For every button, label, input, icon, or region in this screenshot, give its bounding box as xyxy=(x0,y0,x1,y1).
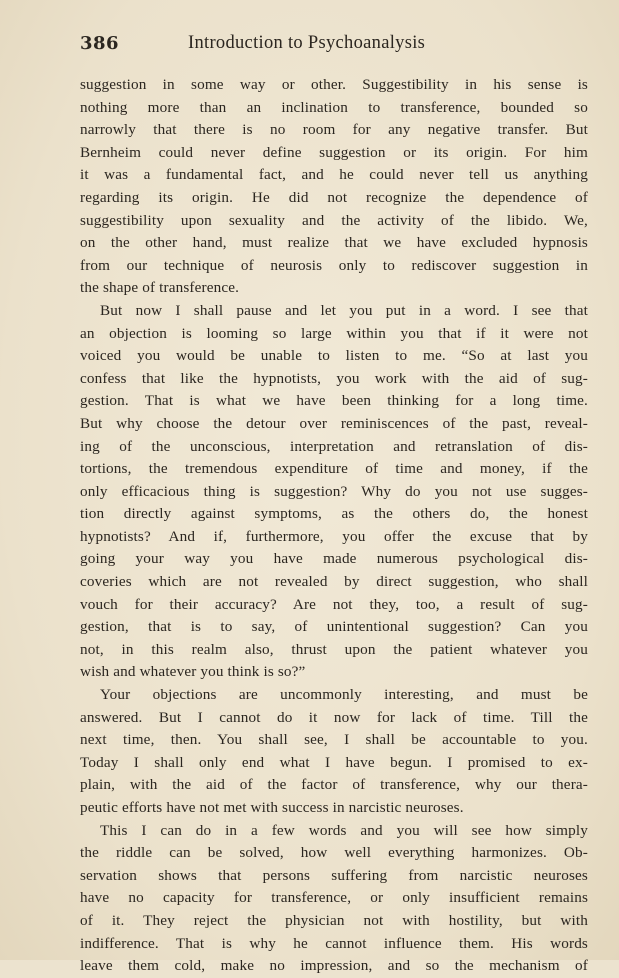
text-line: on the other hand, must realize that we have excluded hypnosis xyxy=(80,234,588,252)
text-line: voiced you would be unable to listen to me. “So at last you xyxy=(80,347,588,365)
text-line: vouch for their accuracy? Are not they, too, a result of sug- xyxy=(80,595,588,613)
text-line: Bernheim could never define suggestion or its origin. For him xyxy=(80,143,588,161)
text-line: regarding its origin. He did not recognize the dependence of xyxy=(80,188,588,206)
text-line: tortions, the tremendous expenditure of time and money, if the xyxy=(80,460,588,478)
text-line: Today I shall only end what I have begun. I promised to ex- xyxy=(80,753,588,771)
text-line: answered. But I cannot do it now for lack of time. Till the xyxy=(80,708,588,726)
text-line: ing of the unconscious, interpretation and retranslation of dis- xyxy=(80,437,588,455)
text-line: an objection is looming so large within you that if it were not xyxy=(80,324,588,342)
text-line: tion directly against symptoms, as the others do, the honest xyxy=(80,505,588,523)
text-line: going your way you have made numerous psychological dis- xyxy=(80,550,588,568)
text-line: wish and whatever you think is so?” xyxy=(80,663,306,681)
text-line: coveries which are not revealed by direct suggestion, who shall xyxy=(80,573,588,591)
text-line: leave them cold, make no impression, and so the mechanism of xyxy=(80,957,588,975)
text-line: of it. They reject the physician not with hostility, but with xyxy=(80,911,588,929)
text-line: confess that like the hypnotists, you work with the aid of sug- xyxy=(80,369,588,387)
text-line: not, in this realm also, thrust upon the patient whatever you xyxy=(80,640,588,658)
text-line: suggestion in some way or other. Suggestibility in his sense is xyxy=(80,76,588,93)
text-line: the shape of transference. xyxy=(80,279,240,297)
text-line: narrowly that there is no room for any negative transfer. But xyxy=(80,121,588,139)
body-text xyxy=(80,74,588,978)
text-line: nothing more than an inclination to transference, bounded so xyxy=(80,98,588,116)
text-line: Your objections are uncommonly interesting, and must be xyxy=(100,686,588,704)
text-line: gestion. That is what we have been thinking for a long time. xyxy=(80,392,588,410)
text-line: hypnotists? And if, furthermore, you offer the excuse that by xyxy=(80,527,588,545)
text-line: the riddle can be solved, how well everything harmonizes. Ob- xyxy=(80,844,588,862)
text-line: suggestibility upon sexuality and the activity of the libido. We, xyxy=(80,211,588,229)
text-line: plain, with the aid of the factor of transference, why our thera- xyxy=(80,776,588,794)
text-line: gestion, that is to say, of unintentional suggestion? Can you xyxy=(80,618,588,636)
text-line: next time, then. You shall see, I shall be accountable to you. xyxy=(80,731,588,749)
text-line: But now I shall pause and let you put in a word. I see that xyxy=(100,301,588,319)
text-line: This I can do in a few words and you will see how simply xyxy=(100,821,588,839)
text-line: indifference. That is why he cannot influence them. His words xyxy=(80,934,588,952)
text-line: it was a fundamental fact, and he could never tell us anything xyxy=(80,166,588,184)
text-line: only efficacious thing is suggestion? Why do you not use sugges- xyxy=(80,482,588,500)
running-title: Introduction to Psychoanalysis xyxy=(188,33,426,53)
text-line: have no capacity for transference, or only insufficient remains xyxy=(80,889,588,907)
text-line: But why choose the detour over reminiscences of the past, reveal- xyxy=(80,414,588,432)
page-header xyxy=(80,33,590,59)
text-line: peutic efforts have not met with success in narcistic neuroses. xyxy=(80,799,464,816)
page-number: 386 xyxy=(80,33,120,54)
text-line: servation shows that persons suffering from narcistic neuroses xyxy=(80,866,588,884)
text-line: from our technique of neurosis only to rediscover suggestion in xyxy=(80,256,588,274)
